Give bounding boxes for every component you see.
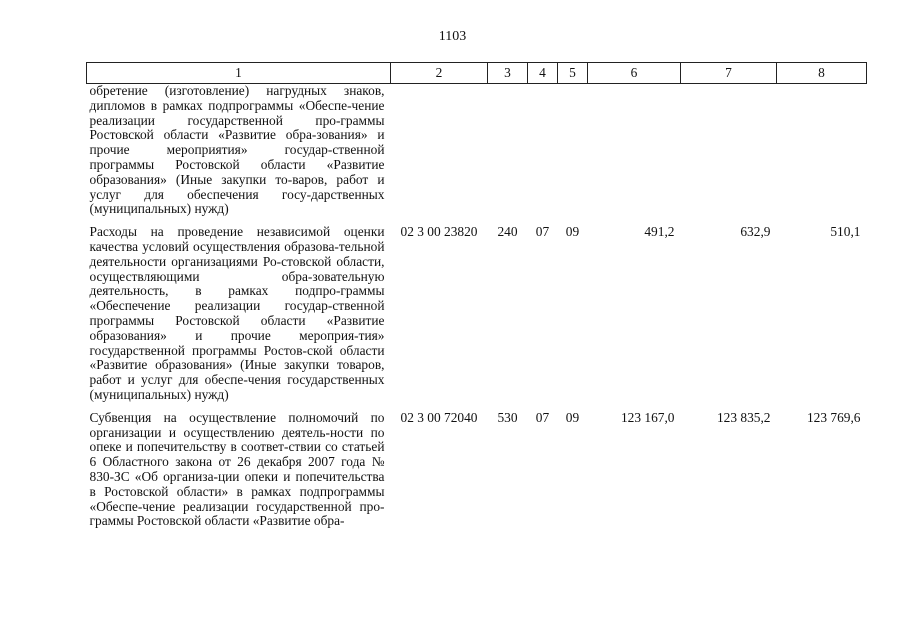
row-vr: 240 [497, 224, 518, 240]
row-year-3: 123 769,6 [806, 409, 861, 425]
row-pr: 09 [565, 409, 580, 425]
row-pr [558, 84, 588, 226]
row-year-1: 123 167,0 [620, 409, 675, 425]
row-rz: 07 [535, 409, 550, 425]
table-row [87, 84, 867, 226]
row-vr: 530 [497, 409, 518, 425]
table-row [87, 411, 867, 529]
row-code: 02 3 00 23820 [400, 224, 478, 240]
row-year-1: 491,2 [644, 224, 675, 240]
column-header-1: 1 [87, 63, 391, 84]
row-year-3: 510,1 [830, 224, 861, 240]
column-header-row [87, 63, 867, 84]
row-year-2: 123 835,2 [716, 409, 771, 425]
row-description: Расходы на проведение независимой оценки качества условий осуществления образова-тельной деятельности организациями Ро-стовской области, осуществляющими обра-зовательную деятельность, в рамках подпро-граммы «Обеспечение реализации государ-ственной программы Ростовской области «Развитие образования» и прочие мероприя-тия» государственной программы Ростов-ской области «Развитие образования» (Иные закупки товаров, работ и услуг для обеспе-чения государственных (муниципальных) нужд) [89, 224, 385, 402]
row-pr: 09 [565, 224, 580, 240]
column-header-7: 7 [681, 63, 777, 84]
column-header-6: 6 [588, 63, 681, 84]
row-year-2: 632,9 [740, 224, 771, 240]
page-number: 1103 [438, 29, 467, 44]
row-year-1 [588, 84, 681, 226]
table-row [87, 225, 867, 411]
row-code [391, 84, 488, 226]
row-year-3 [777, 84, 867, 226]
row-year-2 [681, 84, 777, 226]
row-rz: 07 [535, 224, 550, 240]
column-header-3: 3 [488, 63, 528, 84]
budget-table [86, 62, 867, 529]
row-description: Субвенция на осуществление полномочий по организации и осуществлению деятель-ности по опеке и попечительству в соответ-ствии со статьей 6 Областного закона от 26 декабря 2007 года № 830-ЗС «Об организа-ции опеки и попечительства в Ростовской области» в рамках подпрограммы «Обеспе-чение реализации государственной про-граммы Ростовской области «Развитие обра- [89, 409, 385, 529]
column-header-5: 5 [558, 63, 588, 84]
row-vr [488, 84, 528, 226]
row-description: обретение (изготовление) нагрудных знаков, дипломов в рамках подпрограммы «Обеспе-чение реализации государственной про-граммы Ростовской области «Развитие обра-зования» и прочие мероприятия» государ-ственной программы Ростовской области «Развитие образования» (Иные закупки то-варов, работ и услуг для обеспечения госу-дарственных (муниципальных) нужд) [89, 83, 385, 217]
row-code: 02 3 00 72040 [400, 409, 478, 425]
column-header-2: 2 [391, 63, 488, 84]
row-rz [528, 84, 558, 226]
column-header-8: 8 [777, 63, 867, 84]
column-header-4: 4 [528, 63, 558, 84]
